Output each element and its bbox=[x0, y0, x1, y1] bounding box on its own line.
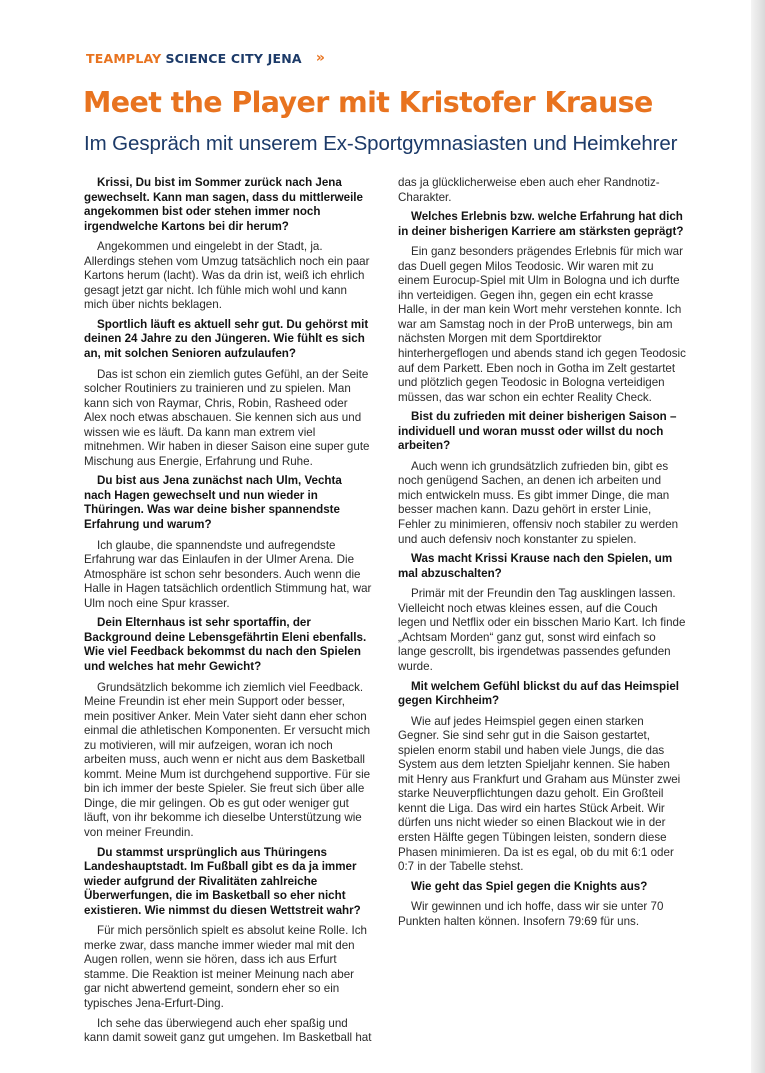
interview-question: Was macht Krissi Krause nach den Spielen, um mal abzuschalten? bbox=[398, 552, 673, 580]
interview-answer: Angekommen und eingelebt in der Stadt, ja. Allerdings stehen vom Umzug tatsächlich noch ein paar Kartons herum (lacht). Was da drin ist, weiß ich ehrlich gesagt jetzt gar nicht. Ich fühle mich wohl und kann mich über nichts beklagen. bbox=[84, 240, 370, 312]
interview-answer: Auch wenn ich grundsätzlich zufrieden bin, gibt es noch genügend Sachen, an denen ich arbeiten und mich entwickeln muss. Es gibt immer Dinge, die man besser machen kann. Dazu gehört in erster Linie, Fehler zu minimieren, offensiv noch stabiler zu werden und auch defensiv noch konstanter zu spielen. bbox=[398, 459, 679, 546]
double-chevron-icon: » bbox=[315, 50, 322, 66]
interview-answer: Wie auf jedes Heimspiel gegen einen starken Gegner. Sie sind sehr gut in die Saison gestartet, spielen enorm stabil und haben viele Jungs, die das System aus dem letzten Spieljahr kennen. Sie haben mit Henry aus Frankfurt und Graham aus Münster zwei starke Neuverpflichtungen dazu geholt. Ein Großteil kennt die Liga. Das wird ein hartes Stück Arbeit. Wir dürfen uns nicht wieder so einen Blackout wie in der ersten Hälfte gegen Tübingen leisten, sondern diese Phasen minimieren. Da ist es egal, ob du mit 6:1 oder 0:7 in der Tabelle stehst. bbox=[398, 714, 681, 874]
kicker-teamplay: TEAMPLAY bbox=[86, 50, 162, 66]
interview-answer: Ein ganz besonders prägendes Erlebnis für mich war das Duell gegen Milos Teodosic. Wir waren mit zu einem Eurocup-Spiel mit Ulm in Bologna und ich durfte ihn verteidigen. Gegen ihn, gegen ein echt krasse Halle, in der man kein Wort mehr verstehen konnte. Ich war am Samstag noch in der ProB unterwegs, bin am nächsten Morgen mit dem Sportdirektor hinterhergeflogen und abends stand ich gegen Teodosic auf dem Parkett. Eben noch in Gotha im Zelt gestartet und plötzlich gegen Teodosic in Bologna verteidigen müssen, das war schon ein echter Reality Check. bbox=[398, 245, 686, 404]
interview-answer: Wir gewinnen und ich hoffe, dass wir sie unter 70 Punkten halten können. Insofern 79:69 für uns. bbox=[398, 900, 664, 928]
interview-question: Du bist aus Jena zunächst nach Ulm, Vechta nach Hagen gewechselt und nun wieder in Thüringen. Was war deine bisher spannendste Erfahrung und warum? bbox=[84, 474, 342, 532]
article-title: Meet the Player mit Kristofer Krause bbox=[83, 86, 653, 119]
interview-answer: Grundsätzlich bekomme ich ziemlich viel Feedback. Meine Freundin ist eher mein Support oder besser, mein positiver Anker. Mein Vater sieht dann eher schon einmal die athletischen Komponenten. Er versucht mich zu motivieren, will mir aufzeigen, woran ich noch arbeiten muss, auch wenn er nicht aus dem Basketball kommt. Meine Mum ist durchgehend supportive. Für sie bin ich immer der beste Spieler. Sie freut sich über alle Dinge, die mir gelingen. Ob es gut oder weniger gut läuft, von ihr bekomme ich dieselbe Unterstützung wie von meiner Freundin. bbox=[84, 680, 371, 839]
interview-question: Welches Erlebnis bzw. welche Erfahrung hat dich in deiner bisherigen Karriere am stärksten geprägt? bbox=[398, 210, 684, 238]
interview-question: Krissi, Du bist im Sommer zurück nach Jena gewechselt. Kann man sagen, dass du mittlerweile angekommen bist oder stehen immer noch irgendwelche Kartons bei dir herum? bbox=[84, 176, 363, 233]
interview-answer: Für mich persönlich spielt es absolut keine Rolle. Ich merke zwar, dass manche immer wieder mal mit den Augen rollen, wenn sie hören, dass ich aus Erfurt stamme. Die Reaktion ist meiner Meinung nach aber gar nicht abwertend gemeint, sondern eher so ein typisches Jena-Erfurt-Ding. bbox=[84, 924, 368, 1010]
interview-question: Sportlich läuft es aktuell sehr gut. Du gehörst mit deinen 24 Jahre zu den Jüngeren. Wie fühlt es sich an, mit solchen Senioren aufzulaufen? bbox=[84, 317, 369, 361]
page-edge-shadow bbox=[751, 0, 765, 1073]
interview-question: Wie geht das Spiel gegen die Knights aus? bbox=[411, 879, 648, 893]
interview-question: Dein Elternhaus ist sehr sportaffin, der Background deine Lebensgefährtin Eleni ebenfalls. Wie viel Feedback bekommst du nach den Spielen und welches hat mehr Gewicht? bbox=[84, 616, 367, 673]
section-kicker bbox=[86, 50, 322, 66]
interview-question: Du stammst ursprünglich aus Thüringens Landeshauptstadt. Im Fußball gibt es da ja immer wieder aufgrund der Rivalitäten zahlreiche Überwerfungen, die im Basketball so eher nicht existieren. Wie nimmst du diesen Wettstreit wahr? bbox=[84, 845, 361, 917]
interview-question: Mit welchem Gefühl blickst du auf das Heimspiel gegen Kirchheim? bbox=[398, 679, 680, 708]
article-body bbox=[84, 176, 686, 1056]
interview-answer: Das ist schon ein ziemlich gutes Gefühl, an der Seite solcher Routiniers zu trainieren und zu spielen. Man kann sich von Raymar, Chris, Robin, Rasheed oder Alex noch etwas abschauen. Sie kennen sich aus und wissen wie es läuft. Da kann man extrem viel mitnehmen. Wir haben in dieser Saison eine super gute Mischung aus Energie, Erfahrung und Ruhe. bbox=[84, 367, 370, 468]
kicker-team-name: SCIENCE CITY JENA bbox=[165, 50, 302, 66]
article-subtitle: Im Gespräch mit unserem Ex-Sportgymnasiasten und Heimkehrer bbox=[84, 132, 678, 155]
interview-answer: Primär mit der Freundin den Tag ausklingen lassen. Vielleicht noch etwas kleines essen, auf die Couch legen und Netflix oder ein bisschen Mario Kart. Ich finde „Achtsam Morden“ ganz gut, sonst wird einfach so lange gescrollt, bis irgendetwas passendes gefunden wurde. bbox=[398, 587, 686, 673]
interview-question: Bist du zufrieden mit deiner bisherigen Saison – individuell und woran musst oder willst du noch arbeiten? bbox=[398, 410, 677, 453]
interview-answer: Ich sehe das überwiegend auch eher spaßig und kann damit soweit ganz gut umgehen. Im Basketball hat das ja glücklicherweise eben auch eher Randnotiz-Charakter. bbox=[84, 176, 660, 1045]
interview-answer: Ich glaube, die spannendste und aufregendste Erfahrung war das Einlaufen in der Ulmer Arena. Die Atmosphäre ist schon sehr besonders. Auch wenn die Halle in Hagen tatsächlich ordentlich Stimmung hat, war Ulm noch eine Spur krasser. bbox=[84, 538, 372, 610]
